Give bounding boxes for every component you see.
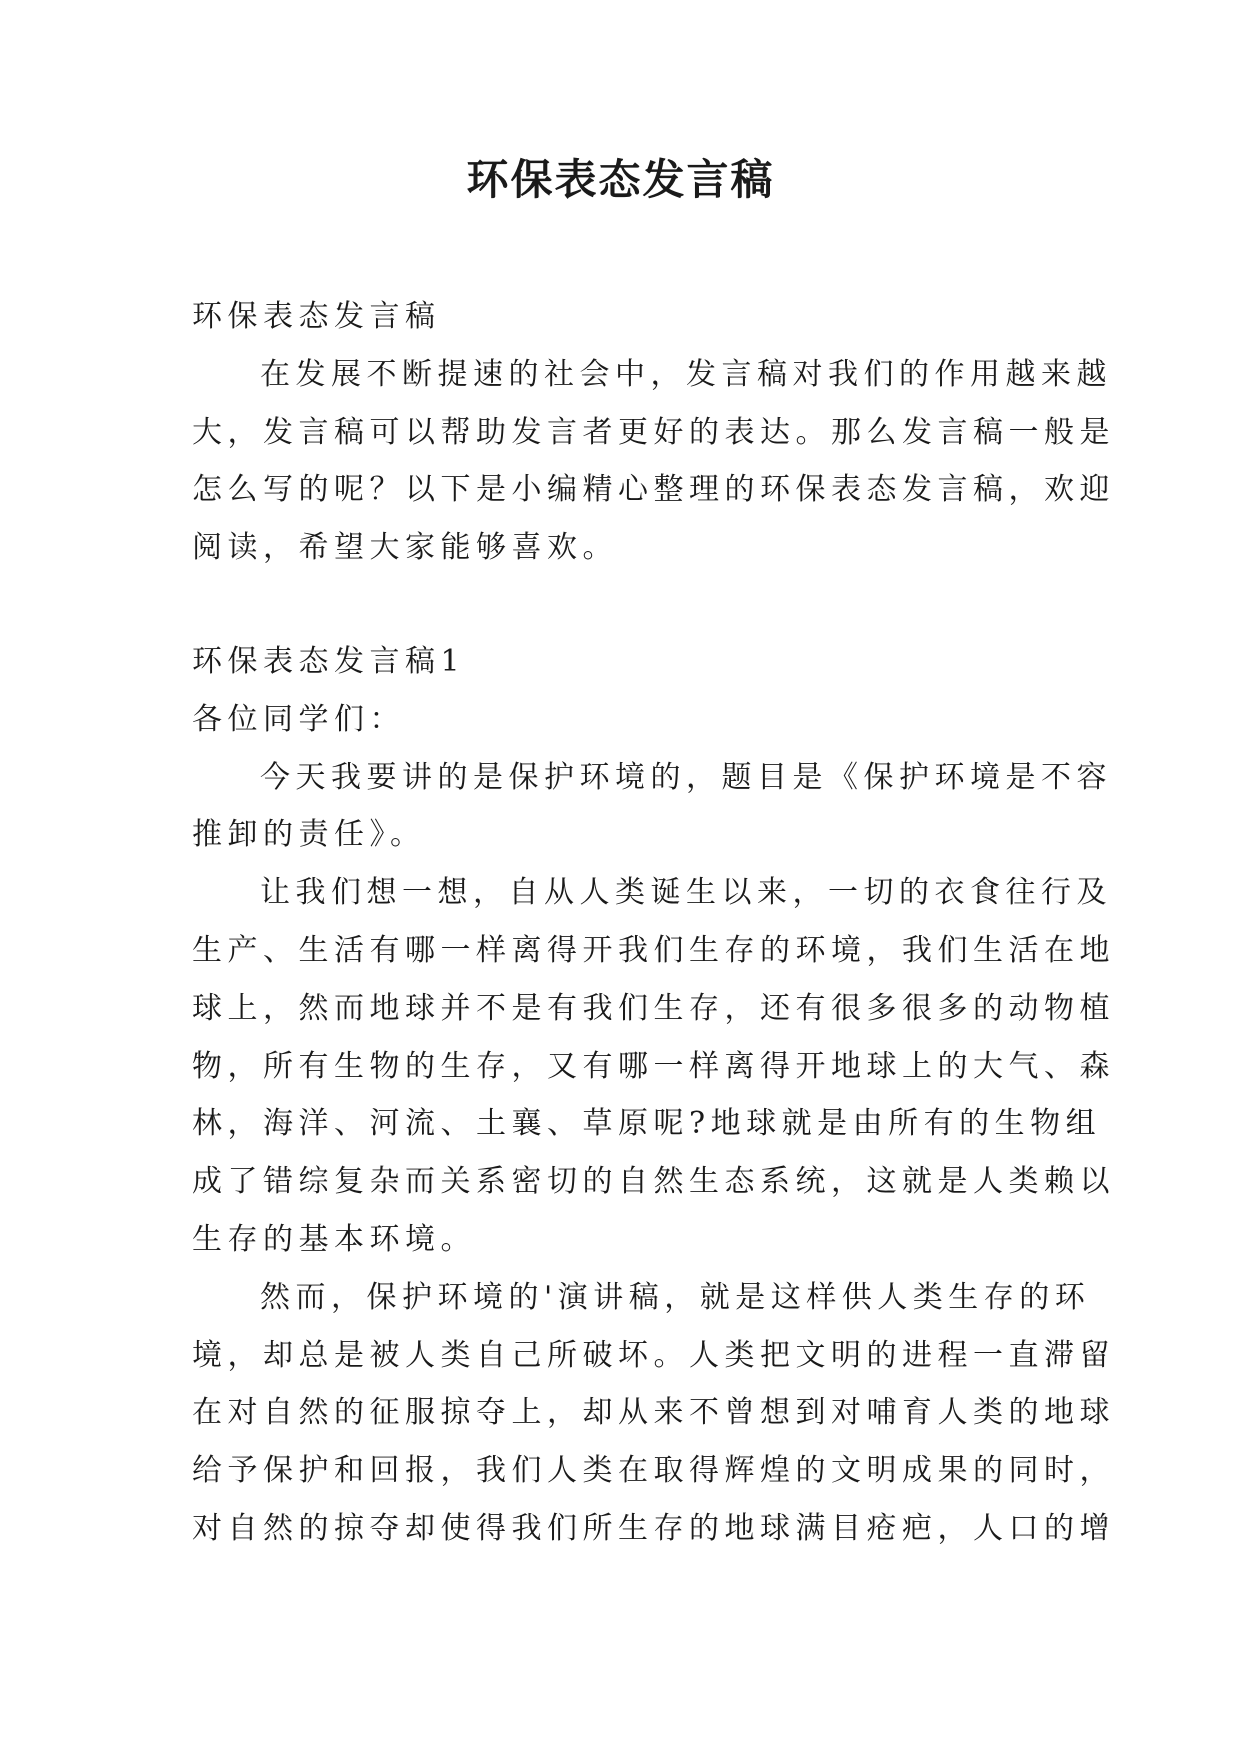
paragraph-line: 今天我要讲的是保护环境的，题目是《保护环境是不容 — [260, 759, 1112, 795]
paragraph-line: 怎么写的呢？以下是小编精心整理的环保表态发言稿，欢迎 — [192, 472, 1115, 508]
paragraph-line: 生存的基本环境。 — [192, 1221, 476, 1257]
paragraph-line: 在发展不断提速的社会中，发言稿对我们的作用越来越 — [260, 356, 1112, 392]
section-gap — [192, 577, 1062, 633]
paragraph-line: 生产、生活有哪一样离得开我们生存的环境，我们生活在地 — [192, 932, 1115, 968]
section-heading: 环保表态发言稿1 — [192, 643, 466, 679]
paragraph-line: 对自然的掠夺却使得我们所生存的地球满目疮疤，人口的增 — [192, 1510, 1115, 1546]
paragraph-line: 在对自然的征服掠夺上，却从来不曾想到对哺育人类的地球 — [192, 1395, 1115, 1431]
document-title: 环保表态发言稿 — [466, 155, 775, 204]
paragraph-line: 境，却总是被人类自己所破坏。人类把文明的进程一直滞留 — [192, 1337, 1115, 1373]
paragraph-line: 物，所有生物的生存，又有哪一样离得开地球上的大气、森 — [192, 1048, 1115, 1084]
paragraph-line: 成了错综复杂而关系密切的自然生态系统，这就是人类赖以 — [192, 1164, 1115, 1200]
salutation: 各位同学们： — [192, 701, 405, 737]
paragraph-line: 阅读，希望大家能够喜欢。 — [192, 530, 618, 566]
paragraph-line: 推卸的责任》。 — [192, 817, 426, 853]
paragraph-line: 给予保护和回报，我们人类在取得辉煌的文明成果的同时， — [192, 1453, 1115, 1489]
subheading: 环保表态发言稿 — [192, 299, 441, 334]
document-body — [192, 288, 1115, 1558]
paragraph-line: 大，发言稿可以帮助发言者更好的表达。那么发言稿一般是 — [192, 414, 1115, 450]
paragraph-line: 林，海洋、河流、土襄、草原呢?地球就是由所有的生物组 — [192, 1106, 1102, 1142]
paragraph-line: 然而，保护环境的'演讲稿，就是这样供人类生存的环 — [260, 1279, 1091, 1315]
paragraph-line: 让我们想一想，自从人类诞生以来，一切的衣食往行及 — [260, 875, 1112, 911]
paragraph-line: 球上，然而地球并不是有我们生存，还有很多很多的动物植 — [192, 990, 1115, 1026]
